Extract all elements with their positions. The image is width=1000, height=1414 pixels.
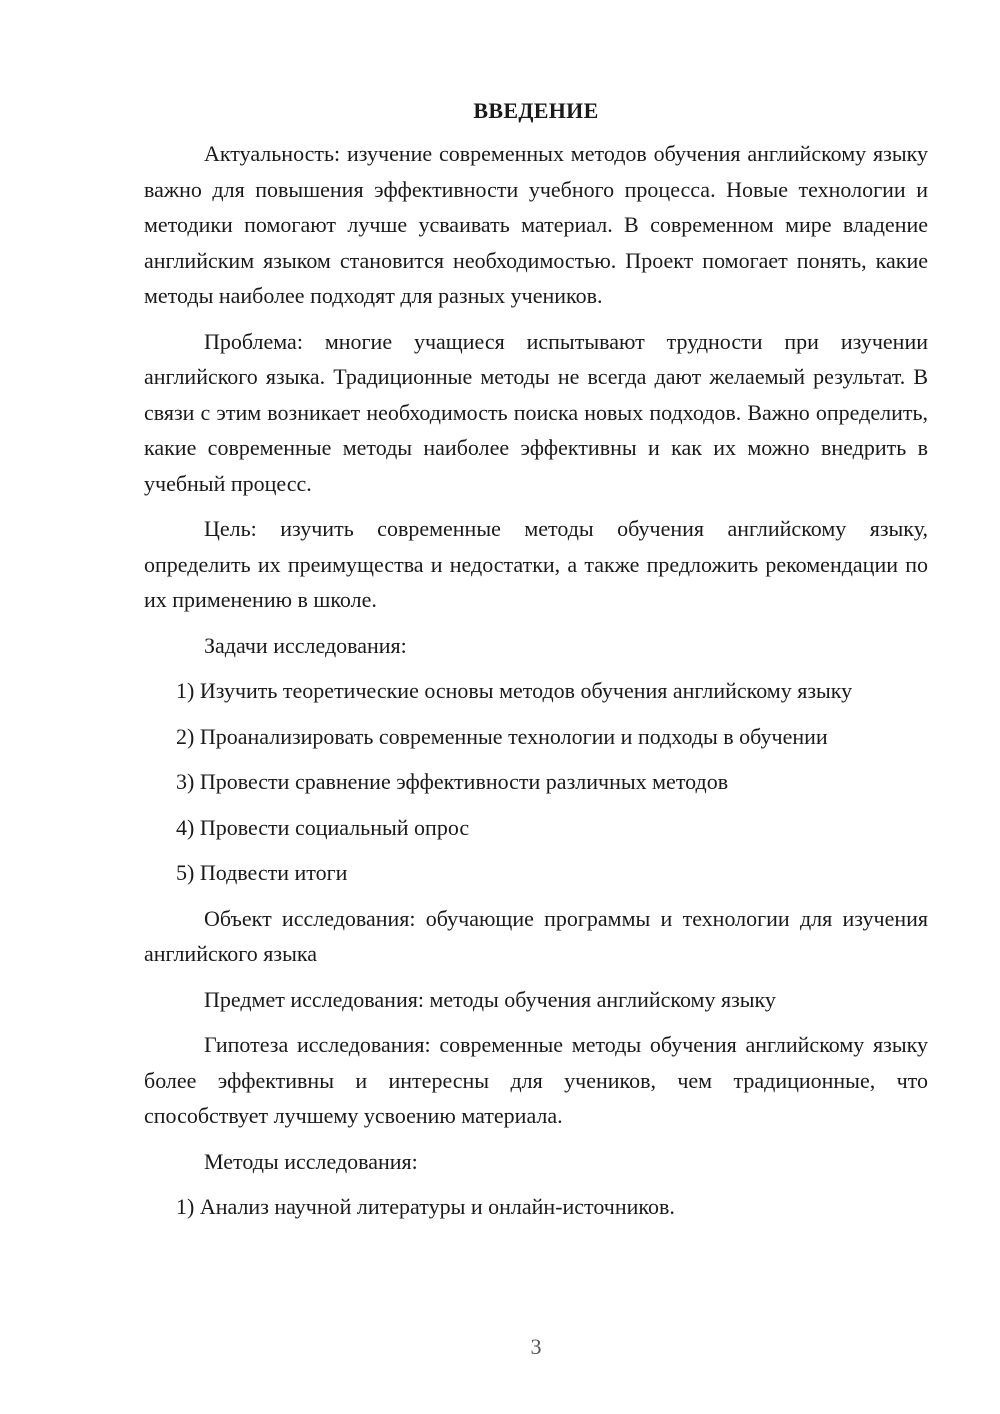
method-item-1: 1) Анализ научной литературы и онлайн-источников. xyxy=(176,1194,675,1219)
tasks-heading: Задачи исследования: xyxy=(204,632,407,658)
paragraph-relevance: Актуальность: изучение современных методов обучения английскому языку важно для повышения эффективности учебного процесса. Новые технологии и методики помогают лучше усваивать материал. В современном мире владение английским языком становится необходимостью. Проект помогает понять, какие методы наиболее подходят для разных учеников. xyxy=(144,141,928,308)
task-item-5: 5) Подвести итоги xyxy=(176,860,348,885)
page-number: 3 xyxy=(530,1334,542,1359)
paragraph-hypothesis: Гипотеза исследования: современные методы обучения английскому языку более эффективны и интересны для учеников, чем традиционные, что способствует лучшему усвоению материала. xyxy=(144,1032,928,1128)
task-item-1: 1) Изучить теоретические основы методов обучения английскому языку xyxy=(176,678,853,703)
task-item-2: 2) Проанализировать современные технологии и подходы в обучении xyxy=(176,723,828,749)
task-item-3: 3) Провести сравнение эффективности различных методов xyxy=(176,769,729,794)
task-item-4: 4) Провести социальный опрос xyxy=(176,814,470,840)
paragraph-subject: Предмет исследования: методы обучения английскому языку xyxy=(204,986,776,1012)
paragraph-problem: Проблема: многие учащиеся испытывают трудности при изучении английского языка. Традиционные методы не всегда дают желаемый результат. В связи с этим возникает необходимость поиска новых подходов. Важно определить, какие современные методы наиболее эффективны и как их можно внедрить в учебный процесс. xyxy=(144,328,928,496)
page-content xyxy=(144,94,928,1225)
methods-heading: Методы исследования: xyxy=(204,1148,418,1174)
paragraph-goal: Цель: изучить современные методы обучения английскому языку, определить их преимущества и недостатки, а также предложить рекомендации по их применению в школе. xyxy=(144,516,928,612)
page-title: ВВЕДЕНИЕ xyxy=(473,98,599,123)
paragraph-object: Объект исследования: обучающие программы и технологии для изучения английского языка xyxy=(144,905,928,966)
